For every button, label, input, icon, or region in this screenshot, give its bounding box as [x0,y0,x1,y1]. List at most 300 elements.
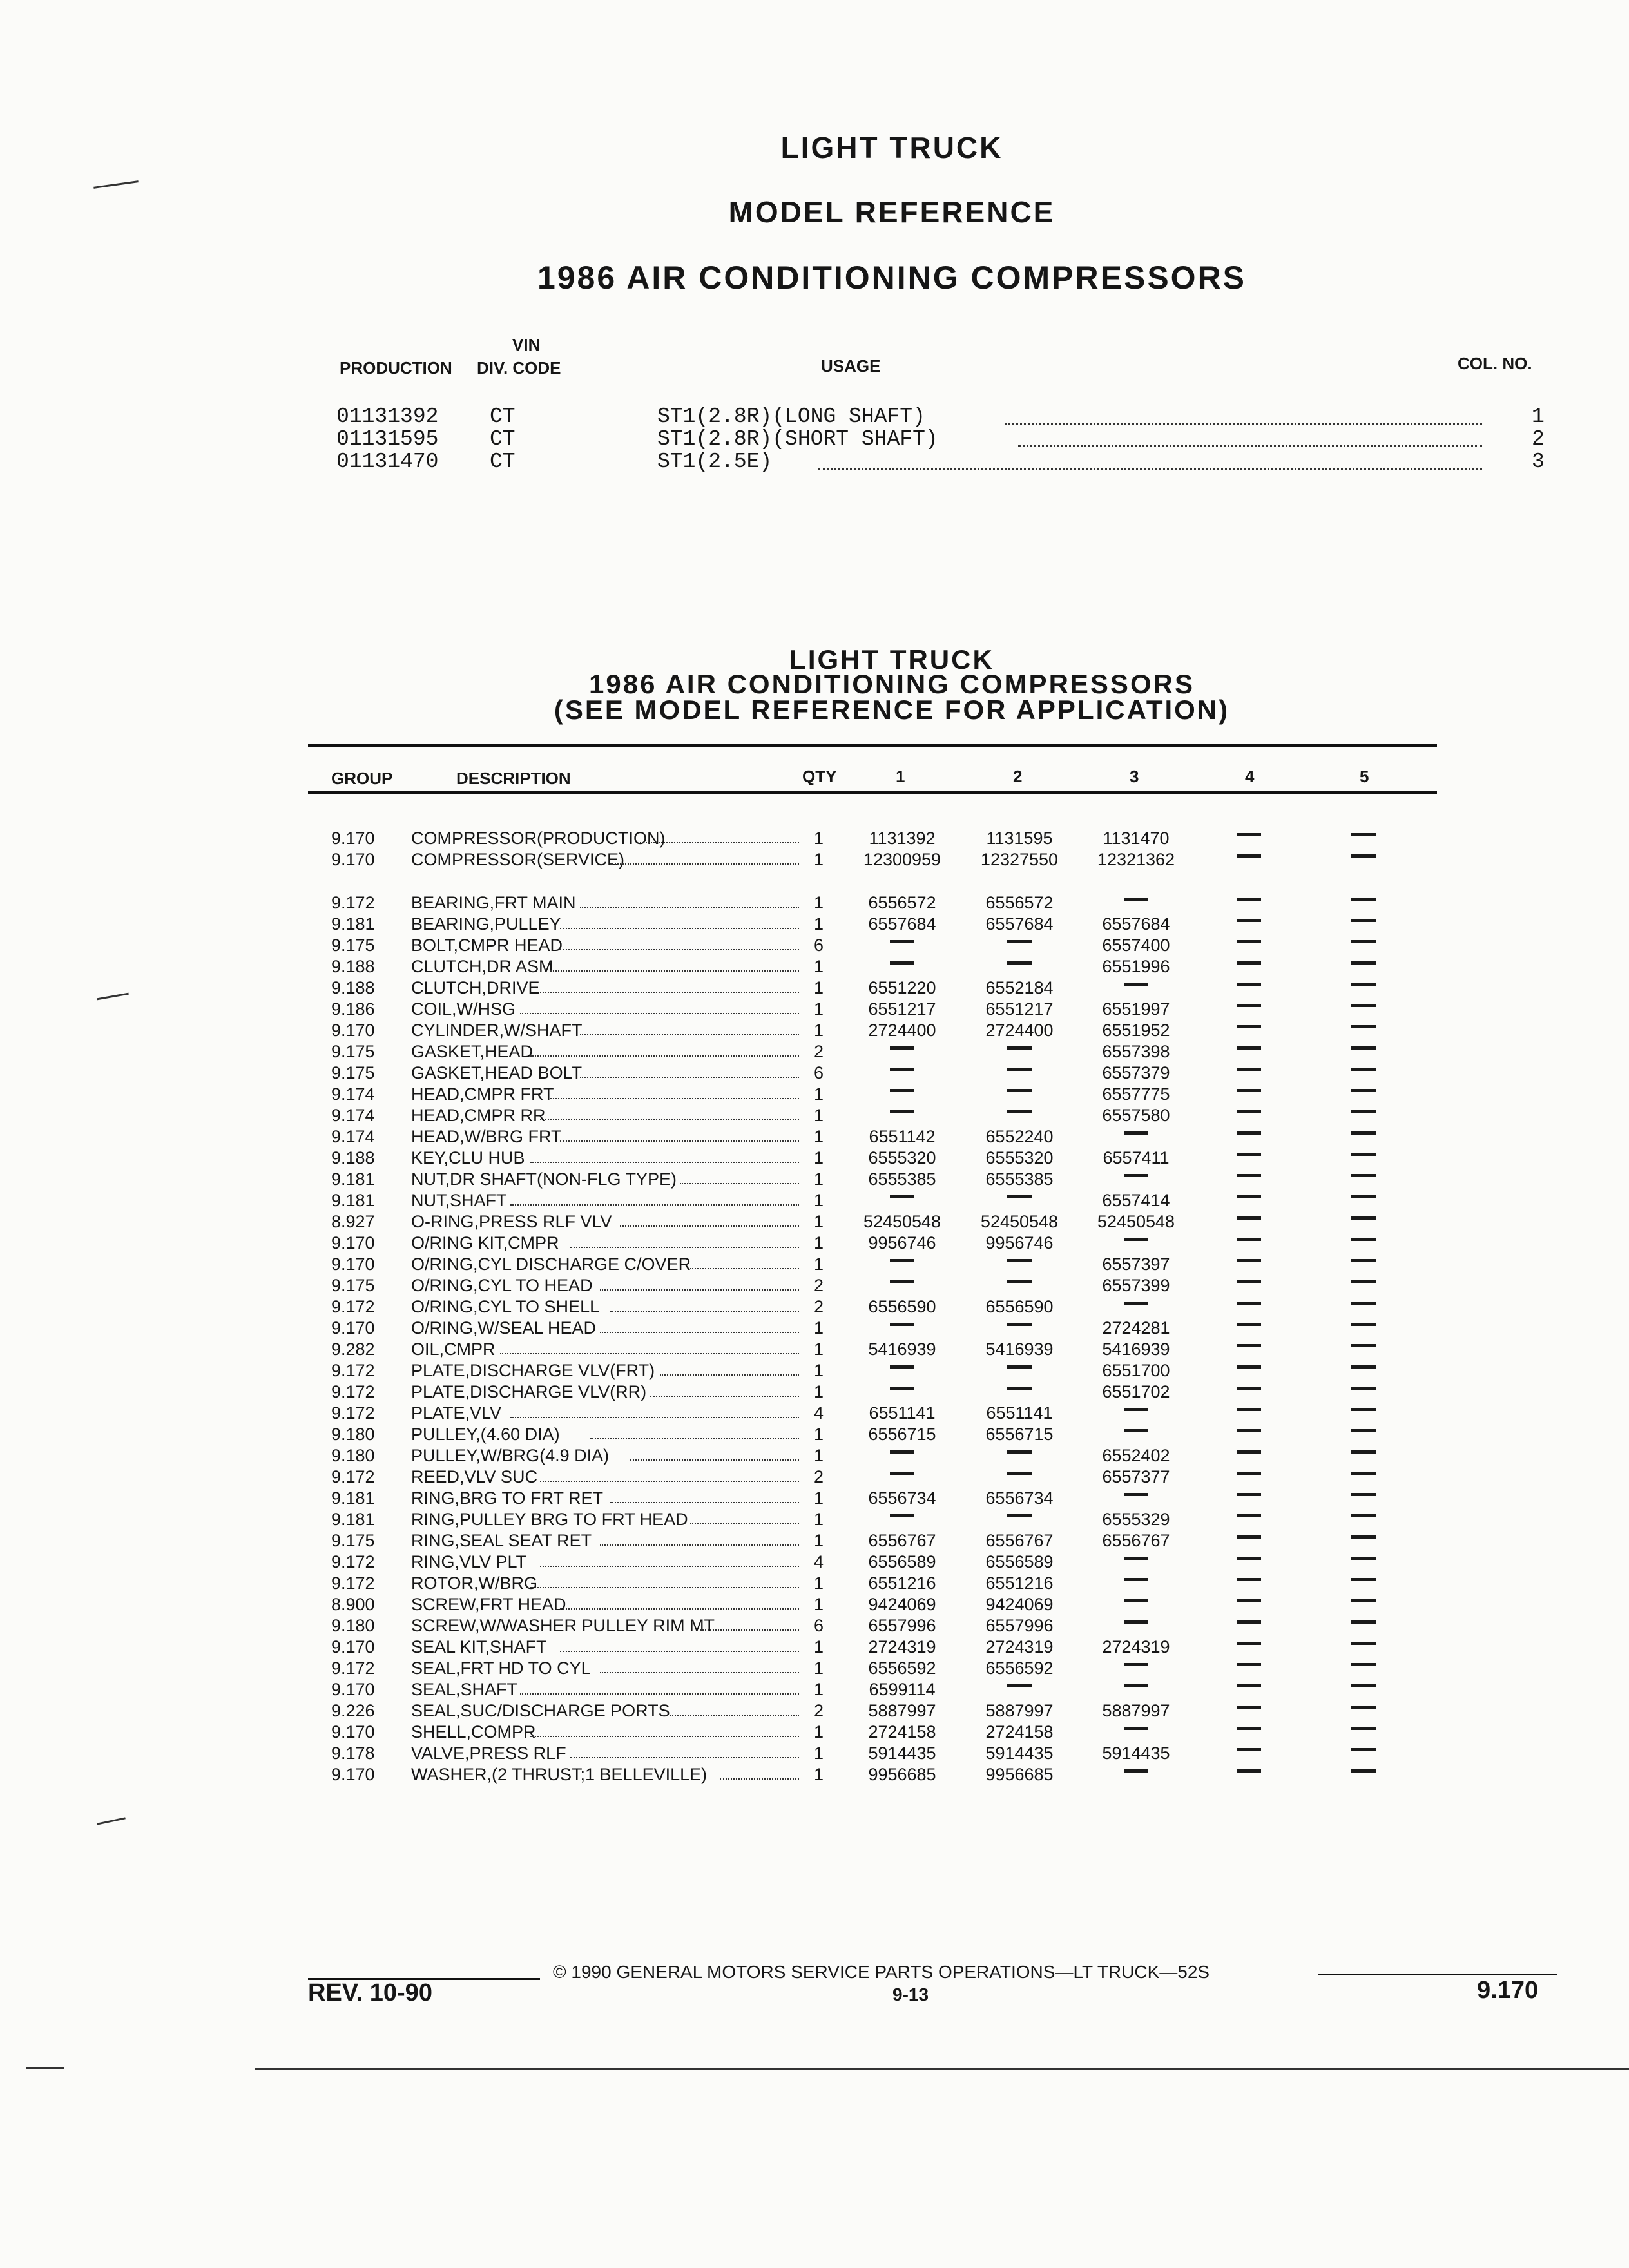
empty-dash-col-5 [1351,1365,1376,1369]
empty-dash-col-5 [1351,1429,1376,1432]
part-number-col-3: 1131470 [1103,829,1170,848]
part-description: BEARING,FRT MAIN [411,893,576,912]
empty-dash-col-4 [1237,1004,1261,1007]
empty-dash-col-1 [890,1280,914,1283]
empty-dash-col-5 [1351,1557,1376,1560]
empty-dash-col-2 [1007,1280,1032,1283]
usage-text: ST1(2.8R)(LONG SHAFT) [657,405,925,428]
col-vin-top: VIN [512,335,541,354]
empty-dash-col-4 [1237,1302,1261,1305]
empty-dash-col-5 [1351,1302,1376,1305]
dot-leader [600,1544,799,1546]
empty-dash-col-5 [1351,1599,1376,1602]
quantity: 1 [814,1425,824,1444]
empty-dash-col-3 [1124,1727,1148,1730]
group-number: 9.282 [331,1340,375,1359]
dot-leader [570,1247,800,1248]
dot-leader [630,1459,800,1461]
dot-leader [580,1077,799,1078]
quantity: 1 [814,829,824,848]
part-number-col-3: 6555329 [1102,1510,1170,1529]
empty-dash-col-5 [1351,1642,1376,1645]
part-description: SEAL,SHAFT [411,1680,518,1699]
part-number-col-1: 9956746 [868,1233,936,1253]
empty-dash-col-2 [1007,1089,1032,1092]
part-number-col-3: 6552402 [1102,1446,1170,1465]
group-number: 9.172 [331,1403,375,1423]
group-number: 9.172 [331,1658,375,1678]
group-number: 9.180 [331,1616,375,1635]
part-number-col-2: 2724400 [985,1021,1054,1040]
part-number-col-3: 6557399 [1102,1276,1170,1295]
empty-dash-col-4 [1237,1450,1261,1454]
dot-leader [620,1225,799,1227]
quantity: 1 [814,1446,824,1465]
quantity: 1 [814,978,824,997]
part-number-col-2: 6556715 [985,1425,1054,1444]
usage-text: ST1(2.5E) [657,450,773,474]
empty-dash-col-1 [890,1068,914,1071]
empty-dash-col-5 [1351,1706,1376,1709]
col-qty: QTY [802,767,837,786]
part-number-col-1: 5887997 [868,1701,936,1720]
part-description: RING,BRG TO FRT RET [411,1488,604,1508]
part-number-col-1: 6556592 [868,1658,936,1678]
col-4: 4 [1245,767,1255,786]
empty-dash-col-4 [1237,1557,1261,1560]
part-number-col-2: 5887997 [985,1701,1054,1720]
quantity: 4 [814,1403,824,1423]
dot-leader [680,1183,799,1184]
empty-dash-col-4 [1237,1535,1261,1539]
part-number-col-1: 6551216 [868,1573,936,1593]
dot-leader [540,992,799,993]
part-number-col-3: 6551702 [1102,1382,1170,1401]
part-description: SEAL,SUC/DISCHARGE PORTS [411,1701,670,1720]
empty-dash-col-3 [1124,898,1148,901]
part-number-col-3: 5914435 [1102,1744,1170,1763]
quantity: 1 [814,1084,824,1104]
div-code: CT [490,405,516,428]
empty-dash-col-5 [1351,1153,1376,1156]
empty-dash-col-4 [1237,1089,1261,1092]
quantity: 1 [814,1254,824,1274]
empty-dash-col-3 [1124,1557,1148,1560]
empty-dash-col-4 [1237,983,1261,986]
empty-dash-col-2 [1007,1195,1032,1198]
empty-dash-col-2 [1007,1387,1032,1390]
dot-leader [560,1651,799,1652]
production-number: 01131392 [336,405,439,428]
empty-dash-col-5 [1351,940,1376,943]
empty-dash-col-4 [1237,1769,1261,1773]
part-number-col-1: 6551141 [869,1403,936,1423]
part-number-col-1: 6599114 [869,1680,936,1699]
empty-dash-col-2 [1007,940,1032,943]
part-description: KEY,CLU HUB [411,1148,525,1168]
dot-leader [560,1140,799,1142]
empty-dash-col-2 [1007,961,1032,965]
part-description: SHELL,COMPR [411,1722,536,1742]
quantity: 1 [814,1106,824,1125]
part-number-col-2: 1131595 [986,829,1053,848]
dot-leader [530,1055,800,1057]
dot-leader [530,1736,800,1737]
empty-dash-col-1 [890,1323,914,1326]
part-number-col-1: 6556715 [868,1425,936,1444]
part-description: CYLINDER,W/SHAFT [411,1021,583,1040]
part-description: HEAD,W/BRG FRT [411,1127,562,1146]
part-number-col-2: 6557684 [985,914,1054,934]
dot-leader [600,1672,799,1673]
dot-leader [690,1268,800,1269]
column-number: 1 [1532,405,1545,428]
quantity: 1 [814,1510,824,1529]
group-number: 9.188 [331,957,375,976]
scan-mark [97,993,129,1001]
quantity: 2 [814,1297,824,1316]
part-number-col-3: 6557411 [1103,1148,1170,1168]
group-number: 9.170 [331,1722,375,1742]
part-number-col-2: 6556589 [985,1552,1054,1571]
quantity: 1 [814,1765,824,1784]
group-number: 9.170 [331,1254,375,1274]
bottom-edge-line [255,2068,1629,2070]
production-number: 01131595 [336,427,439,451]
empty-dash-col-4 [1237,919,1261,922]
empty-dash-col-4 [1237,1131,1261,1135]
part-number-col-2: 52450548 [980,1212,1059,1231]
empty-dash-col-5 [1351,854,1376,858]
group-number: 9.186 [331,999,375,1019]
dot-leader [520,1013,799,1014]
part-number-col-3: 6557400 [1102,936,1170,955]
group-number: 9.170 [331,1680,375,1699]
part-number-col-1: 9956685 [868,1765,936,1784]
group-number: 9.170 [331,1765,375,1784]
part-number-col-1: 6556767 [868,1531,936,1550]
empty-dash-col-5 [1351,1025,1376,1028]
part-description: GASKET,HEAD BOLT [411,1063,583,1082]
quantity: 1 [814,1127,824,1146]
part-number-col-2: 6557996 [985,1616,1054,1635]
parts-title-line1: LIGHT TRUCK [789,644,994,675]
empty-dash-col-3 [1124,983,1148,986]
empty-dash-col-4 [1237,1578,1261,1581]
part-number-col-2: 6552240 [985,1127,1054,1146]
group-number: 9.180 [331,1425,375,1444]
dot-leader [610,1502,800,1503]
footer-page-number: 9-13 [892,1984,929,2004]
empty-dash-col-1 [890,940,914,943]
part-number-col-2: 6552184 [985,978,1054,997]
part-description: O/RING,CYL TO SHELL [411,1297,600,1316]
quantity: 1 [814,1191,824,1210]
empty-dash-col-5 [1351,1535,1376,1539]
empty-dash-col-4 [1237,1280,1261,1283]
part-description: RING,PULLEY BRG TO FRT HEAD [411,1510,688,1529]
empty-dash-col-3 [1124,1408,1148,1411]
part-number-col-3: 5887997 [1102,1701,1170,1720]
quantity: 1 [814,1169,824,1189]
quantity: 1 [814,1233,824,1253]
footer-rule-right [1318,1974,1557,1975]
part-description: PLATE,VLV [411,1403,502,1423]
column-number: 3 [1532,450,1545,474]
empty-dash-col-3 [1124,1663,1148,1666]
quantity: 2 [814,1042,824,1061]
dot-leader [550,1098,800,1099]
dot-leader [610,863,800,865]
group-number: 9.172 [331,1361,375,1380]
empty-dash-col-5 [1351,1663,1376,1666]
part-number-col-2: 9956685 [985,1765,1054,1784]
part-description: PULLEY,W/BRG(4.9 DIA) [411,1446,610,1465]
group-number: 9.170 [331,829,375,848]
dot-leader [530,1587,800,1588]
empty-dash-col-3 [1124,1578,1148,1581]
empty-dash-col-4 [1237,1408,1261,1411]
part-number-col-3: 6557414 [1102,1191,1170,1210]
empty-dash-col-3 [1124,1493,1148,1496]
group-number: 9.175 [331,936,375,955]
empty-dash-col-4 [1237,1599,1261,1602]
empty-dash-col-5 [1351,1131,1376,1135]
parts-title-line3: (SEE MODEL REFERENCE FOR APPLICATION) [554,695,1230,725]
dot-leader [560,949,799,950]
part-number-col-2: 12327550 [980,850,1059,869]
col-colno: COL. NO. [1458,354,1532,373]
empty-dash-col-5 [1351,1259,1376,1262]
part-description: O-RING,PRESS RLF VLV [411,1212,612,1231]
dot-leader [540,1119,799,1120]
part-description: REED,VLV SUC [411,1467,538,1486]
empty-dash-col-5 [1351,1238,1376,1241]
empty-dash-col-4 [1237,1365,1261,1369]
group-number: 9.170 [331,1318,375,1338]
empty-dash-col-2 [1007,1684,1032,1687]
part-number-col-1: 2724158 [868,1722,936,1742]
part-description: GASKET,HEAD [411,1042,534,1061]
col-2: 2 [1013,767,1023,786]
col-usage: USAGE [821,356,881,376]
dot-leader [650,1396,800,1397]
col-3: 3 [1130,767,1139,786]
empty-dash-col-4 [1237,1110,1261,1113]
part-number-col-3: 6557398 [1102,1042,1170,1061]
dot-leader [660,1715,799,1716]
group-number: 9.175 [331,1063,375,1082]
footer-section-number: 9.170 [1477,1977,1539,2004]
part-number-col-3: 6551997 [1102,999,1170,1019]
part-number-col-3: 6557580 [1102,1106,1170,1125]
empty-dash-col-5 [1351,1216,1376,1220]
part-number-col-1: 6555320 [868,1148,936,1168]
dot-leader [550,970,800,972]
group-number: 9.172 [331,1573,375,1593]
part-number-col-2: 6555385 [985,1169,1054,1189]
part-description: NUT,DR SHAFT(NON-FLG TYPE) [411,1169,677,1189]
empty-dash-col-3 [1124,1174,1148,1177]
empty-dash-col-2 [1007,1259,1032,1262]
empty-dash-col-4 [1237,1153,1261,1156]
production-number: 01131470 [336,450,439,474]
group-number: 9.170 [331,850,375,869]
quantity: 6 [814,1616,824,1635]
empty-dash-col-5 [1351,1280,1376,1283]
part-number-col-2: 9956746 [985,1233,1054,1253]
part-description: SEAL KIT,SHAFT [411,1637,547,1657]
quantity: 1 [814,1637,824,1657]
empty-dash-col-5 [1351,1195,1376,1198]
dot-leader [600,1289,799,1291]
group-number: 9.181 [331,1488,375,1508]
empty-dash-col-1 [890,1450,914,1454]
part-number-col-1: 5416939 [868,1340,936,1359]
empty-dash-col-5 [1351,1578,1376,1581]
dot-leader [530,1162,800,1163]
quantity: 1 [814,957,824,976]
empty-dash-col-3 [1124,1684,1148,1687]
dot-leader [600,1332,799,1333]
empty-dash-col-1 [890,961,914,965]
quantity: 1 [814,1722,824,1742]
group-number: 9.172 [331,1297,375,1316]
empty-dash-col-3 [1124,1238,1148,1241]
empty-dash-col-5 [1351,983,1376,986]
empty-dash-col-1 [890,1195,914,1198]
part-number-col-1: 6556572 [868,893,936,912]
part-description: BOLT,CMPR HEAD [411,936,563,955]
table-header-rule [308,791,1437,794]
part-number-col-3: 2724319 [1102,1637,1170,1657]
empty-dash-col-1 [890,1259,914,1262]
empty-dash-col-4 [1237,833,1261,836]
part-description: CLUTCH,DR ASM [411,957,554,976]
group-number: 9.174 [331,1127,375,1146]
empty-dash-col-5 [1351,919,1376,922]
quantity: 1 [814,1488,824,1508]
group-number: 9.188 [331,1148,375,1168]
part-number-col-2: 6555320 [985,1148,1054,1168]
part-number-col-2: 5416939 [985,1340,1054,1359]
dot-leader [720,1778,799,1780]
quantity: 1 [814,1680,824,1699]
part-description: PULLEY,(4.60 DIA) [411,1425,560,1444]
quantity: 1 [814,1382,824,1401]
empty-dash-col-5 [1351,1620,1376,1624]
dot-leader [570,1757,800,1758]
part-number-col-2: 2724319 [985,1637,1054,1657]
part-number-col-3: 52450548 [1097,1212,1175,1231]
dot-leader [540,1481,799,1482]
group-number: 9.174 [331,1106,375,1125]
group-number: 9.175 [331,1276,375,1295]
part-description: SCREW,FRT HEAD [411,1595,566,1614]
empty-dash-col-5 [1351,1514,1376,1517]
footer-copyright: © 1990 GENERAL MOTORS SERVICE PARTS OPERATIONS—LT TRUCK—52S [553,1962,1210,1982]
part-number-col-3: 6551952 [1102,1021,1170,1040]
part-description: SEAL,FRT HD TO CYL [411,1658,591,1678]
part-number-col-2: 6556767 [985,1531,1054,1550]
empty-dash-col-4 [1237,940,1261,943]
footer-revision: REV. 10-90 [308,1979,432,2006]
part-number-col-2: 5914435 [985,1744,1054,1763]
part-number-col-3: 5416939 [1102,1340,1170,1359]
group-number: 9.170 [331,1637,375,1657]
group-number: 9.180 [331,1446,375,1465]
part-number-col-3: 6557379 [1102,1063,1170,1082]
quantity: 1 [814,1658,824,1678]
part-number-col-3: 6557397 [1102,1254,1170,1274]
group-number: 9.175 [331,1042,375,1061]
empty-dash-col-4 [1237,1642,1261,1645]
part-description: NUT,SHAFT [411,1191,507,1210]
empty-dash-col-4 [1237,1046,1261,1050]
part-number-col-1: 6556589 [868,1552,936,1571]
quantity: 4 [814,1552,824,1571]
empty-dash-col-2 [1007,1068,1032,1071]
dot-leader [1005,423,1482,425]
part-description: COMPRESSOR(PRODUCTION) [411,829,666,848]
group-number: 9.181 [331,1510,375,1529]
empty-dash-col-4 [1237,1663,1261,1666]
quantity: 2 [814,1701,824,1720]
part-description: RING,SEAL SEAT RET [411,1531,592,1550]
part-number-col-1: 6555385 [868,1169,936,1189]
part-number-col-2: 6551216 [985,1573,1054,1593]
group-number: 9.172 [331,893,375,912]
quantity: 1 [814,850,824,869]
empty-dash-col-3 [1124,1302,1148,1305]
part-description: CLUTCH,DRIVE [411,978,540,997]
empty-dash-col-5 [1351,1727,1376,1730]
scan-mark [93,180,139,189]
dot-leader [690,1523,800,1524]
empty-dash-col-2 [1007,1365,1032,1369]
empty-dash-col-4 [1237,961,1261,965]
part-number-col-3: 12321362 [1097,850,1175,869]
empty-dash-col-2 [1007,1046,1032,1050]
part-description: O/RING,CYL TO HEAD [411,1276,593,1295]
col-1: 1 [896,767,905,786]
empty-dash-col-4 [1237,1620,1261,1624]
quantity: 1 [814,1212,824,1231]
part-number-col-3: 6557775 [1102,1084,1170,1104]
empty-dash-col-4 [1237,1387,1261,1390]
dot-leader [560,1608,799,1610]
empty-dash-col-3 [1124,1620,1148,1624]
part-number-col-1: 6557684 [868,914,936,934]
part-number-col-1: 12300959 [863,850,941,869]
part-description: PLATE,DISCHARGE VLV(FRT) [411,1361,655,1380]
part-number-col-3: 6556767 [1102,1531,1170,1550]
part-description: RING,VLV PLT [411,1552,527,1571]
empty-dash-col-5 [1351,1408,1376,1411]
group-number: 9.172 [331,1552,375,1571]
quantity: 1 [814,914,824,934]
empty-dash-col-4 [1237,1174,1261,1177]
empty-dash-col-5 [1351,1387,1376,1390]
col-group: GROUP [331,769,393,788]
quantity: 1 [814,1595,824,1614]
dot-leader [1018,445,1482,447]
part-description: O/RING KIT,CMPR [411,1233,559,1253]
empty-dash-col-5 [1351,898,1376,901]
empty-dash-col-4 [1237,1025,1261,1028]
part-description: BEARING,PULLEY [411,914,561,934]
empty-dash-col-5 [1351,961,1376,965]
